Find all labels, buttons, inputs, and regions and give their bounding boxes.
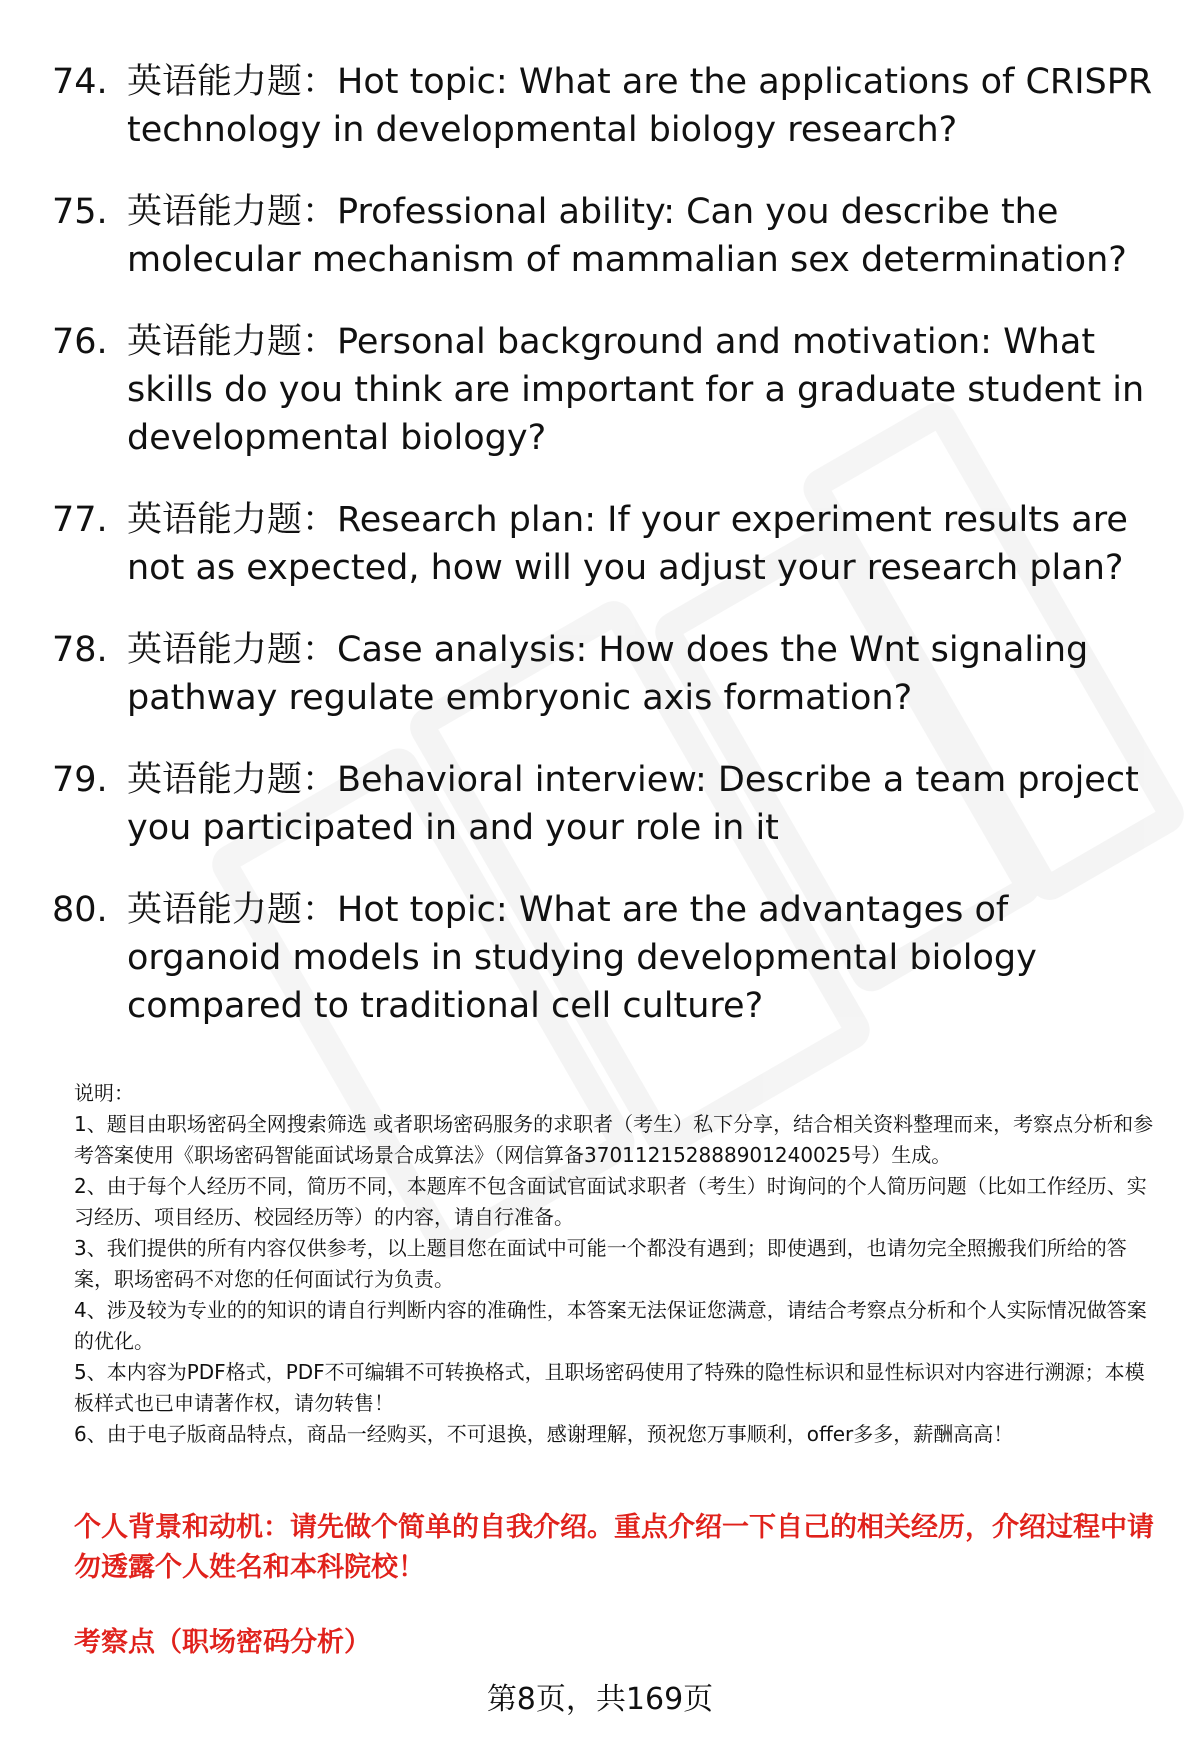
featured-question: 个人背景和动机：请先做个简单的自我介绍。重点介绍一下自己的相关经历，介绍过程中请勿透露个人姓名和本科院校！ xyxy=(74,1512,1154,1583)
question-number: 74. xyxy=(52,62,108,102)
question-text: 英语能力题：Hot topic: What are the advantages of organoid models in studying developmental biology compared to traditional cell culture? xyxy=(127,890,1037,1026)
note-item: 6、由于电子版商品特点，商品一经购买，不可退换，感谢理解，预祝您万事顺利，offer多多，薪酬高高！ xyxy=(74,1422,1014,1446)
question-item xyxy=(52,318,1162,462)
question-item xyxy=(52,756,1162,852)
note-item: 3、我们提供的所有内容仅供参考，以上题目您在面试中可能一个都没有遇到；即使遇到，也请勿完全照搬我们所给的答案，职场密码不对您的任何面试行为负责。 xyxy=(74,1236,1127,1291)
question-text: 英语能力题：Case analysis: How does the Wnt signaling pathway regulate embryonic axis formation? xyxy=(127,630,1089,718)
note-item: 4、涉及较为专业的的知识的请自行判断内容的准确性，本答案无法保证您满意，请结合考察点分析和个人实际情况做答案的优化。 xyxy=(74,1298,1147,1353)
page-indicator: 第8页，共169页 xyxy=(486,1682,714,1717)
note-item: 5、本内容为PDF格式，PDF不可编辑不可转换格式，且职场密码使用了特殊的隐性标识和显性标识对内容进行溯源；本模板样式也已申请著作权，请勿转售！ xyxy=(74,1360,1145,1415)
question-number: 75. xyxy=(52,192,108,232)
question-number: 80. xyxy=(52,890,108,930)
question-text: 英语能力题：Research plan: If your experiment results are not as expected, how will you adjust your research plan? xyxy=(127,500,1128,588)
note-item: 1、题目由职场密码全网搜索筛选 或者职场密码服务的求职者（考生）私下分享，结合相关资料整理而来，考察点分析和参考答案使用《职场密码智能面试场景合成算法》（网信算备370112152888901240025号）生成。 xyxy=(74,1112,1154,1167)
notes-title: 说明： xyxy=(74,1081,134,1105)
question-number: 77. xyxy=(52,500,108,540)
note-item: 2、由于每个人经历不同，简历不同，本题库不包含面试官面试求职者（考生）时询问的个人简历问题（比如工作经历、实习经历、项目经历、校园经历等）的内容，请自行准备。 xyxy=(74,1174,1147,1229)
question-item xyxy=(52,626,1162,722)
question-text: 英语能力题：Professional ability: Can you describe the molecular mechanism of mammalian sex determination? xyxy=(127,192,1127,280)
question-text: 英语能力题：Personal background and motivation: What skills do you think are important for a graduate student in developmental biology? xyxy=(127,322,1145,458)
question-text: 英语能力题：Hot topic: What are the applications of CRISPR technology in developmental biology research? xyxy=(127,62,1153,150)
question-item xyxy=(52,188,1162,284)
question-number: 78. xyxy=(52,630,108,670)
question-item xyxy=(52,496,1162,592)
question-text: 英语能力题：Behavioral interview: Describe a team project you participated in and your role in it xyxy=(127,760,1139,848)
question-item xyxy=(52,886,1162,1030)
analysis-heading: 考察点（职场密码分析） xyxy=(74,1627,371,1658)
question-number: 76. xyxy=(52,322,108,362)
question-list xyxy=(52,58,1162,1064)
question-number: 79. xyxy=(52,760,108,800)
notes-section xyxy=(74,1078,1160,1450)
question-item xyxy=(52,58,1162,154)
